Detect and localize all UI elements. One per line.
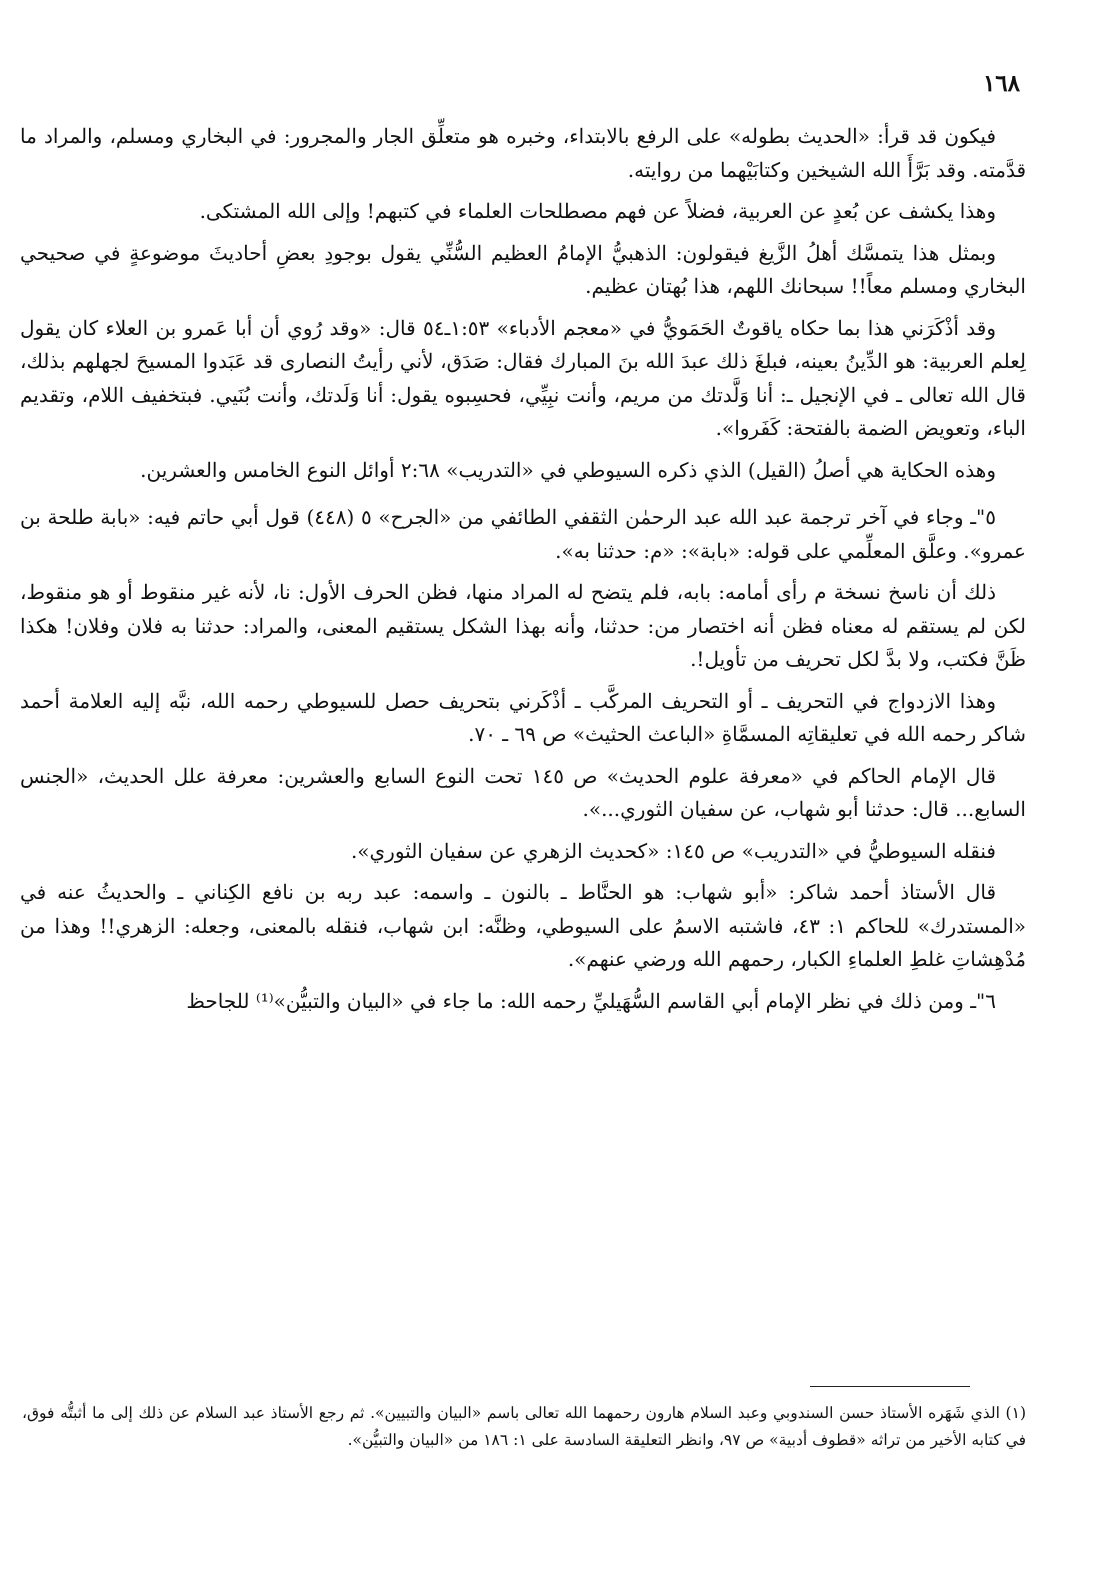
paragraph: ٥"ـ وجاء في آخر ترجمة عبد الله عبد الرحمٰن الثقفي الطائفي من «الجرح» ٥ (٤٤٨) قول أبي حاتم فيه: «بابة طلحة بن عمرو». وعلَّق المعلِّمي على قوله: «بابة»: «م: حدثنا به». bbox=[20, 505, 1026, 563]
paragraph: ٦"ـ ومن ذلك في نظر الإمام أبي القاسم السُّهَيليِّ رحمه الله: ما جاء في «البيان والتبيُّن»⁽¹⁾ للجاحظ bbox=[186, 988, 996, 1013]
paragraph: فيكون قد قرأ: «الحديث بطوله» على الرفع بالابتداء، وخبره هو متعلِّق الجار والمجرور: في البخاري ومسلم، والمراد ما قدَّمته. وقد بَرَّأَ الله الشيخين وكتابَيْهما من روايته. bbox=[20, 124, 1026, 182]
paragraph: وبمثل هذا يتمسَّك أهلُ الزَّيغ فيقولون: الذهبيُّ الإمامُ العظيم السُّنِّي يقول بوجودِ بعضِ أحاديثَ موضوعةٍ في صحيحي البخاري ومسلم معاً!! سبحانك اللهم، هذا بُهتان عظيم. bbox=[20, 240, 1026, 298]
main-text bbox=[20, 120, 1026, 1026]
paragraph: ذلك أن ناسخ نسخة م رأى أمامه: بابه، فلم يتضح له المراد منها، فظن الحرف الأول: نا، لأنه غير منقوط أو هو منقوط، لكن لم يستقم له معناه فظن أنه اختصار من: حدثنا، وأنه بهذا الشكل يستقيم المعنى، والمراد: حدثنا به فلان وفلان! هكذا ظَنَّ فكتب، ولا بدَّ لكل تحريف من تأويل!. bbox=[20, 580, 1026, 671]
paragraph: قال الإمام الحاكم في «معرفة علوم الحديث» ص ١٤٥ تحت النوع السابع والعشرين: معرفة علل الحديث، «الجنس السابع... قال: حدثنا أبو شهاب، عن سفيان الثوري...». bbox=[20, 763, 1026, 821]
paragraph: وهذه الحكاية هي أصلُ (القيل) الذي ذكره السيوطي في «التدريب» ٢:٦٨ أوائل النوع الخامس والعشرين. bbox=[140, 457, 996, 482]
page-number: ١٦٨ bbox=[982, 70, 1020, 97]
paragraph: فنقله السيوطيُّ في «التدريب» ص ١٤٥: «كحديث الزهري عن سفيان الثوري». bbox=[350, 838, 996, 863]
paragraph: وهذا الازدواج في التحريف ـ أو التحريف المركَّب ـ أذْكَرني بتحريف حصل للسيوطي رحمه الله، نبَّه إليه العلامة أحمد شاكر رحمه الله في تعليقاتِه المسمَّاةِ «الباعث الحثيث» ص ٦٩ ـ ٧٠. bbox=[20, 688, 1026, 746]
paragraph: وهذا يكشف عن بُعدٍ عن العربية، فضلاً عن فهم مصطلحات العلماء في كتبهم! وإلى الله المشتكى. bbox=[199, 199, 996, 223]
paragraph: قال الأستاذ أحمد شاكر: «أبو شهاب: هو الحنَّاط ـ بالنون ـ واسمه: عبد ربه بن نافع الكِناني ـ والحديثُ عنه في «المستدرك» للحاكم ١: ٤٣، فاشتبه الاسمُ على السيوطي، وظنَّه: ابن شهاب، فنقله بالمعنى، وجعله: الزهري!! وهذا من مُدْهِشاتِ غلطِ العلماءِ الكبار، رحمهم الله ورضي عنهم». bbox=[20, 880, 1026, 971]
footnote: (١) الذي شَهَره الأستاذ حسن السندوبي وعبد السلام هارون رحمهما الله تعالى باسم «البيان والتبيين». ثم رجع الأستاذ عبد السلام عن ذلك إلى ما أثبتُّه فوق، في كتابه الأخير من تراثه «قطوف أدبية» ص ٩٧، وانظر التعليقة السادسة على ١: ١٨٦ من «البيان والتبيُّن». bbox=[22, 1404, 1026, 1449]
footnote-divider bbox=[810, 1386, 970, 1387]
paragraph: وقد أذْكَرَني هذا بما حكاه ياقوتٌ الحَمَويُّ في «معجم الأدباء» ١:٥٣ـ٥٤ قال: «وقد رُوي أن أبا عَمرو بن العلاء كان يقول لِعلم العربية: هو الدِّينُ بعينه، فبلغَ ذلك عبدَ الله بنَ المبارك فقال: صَدَق، لأني رأيتُ النصارى قد عَبَدوا المسيحَ لجهلهم بذلك، قال الله تعالى ـ في الإنجيل ـ: أنا وَلَّدتك من مريم، وأنت نبِيِّي، فحسِبوه يقول: أنا وَلَدتك، وأنت بُنَيي. فبتخفيف اللام، وتقديم الباء، وتعويض الضمة بالفتحة: كَفَروا». bbox=[20, 315, 1026, 440]
